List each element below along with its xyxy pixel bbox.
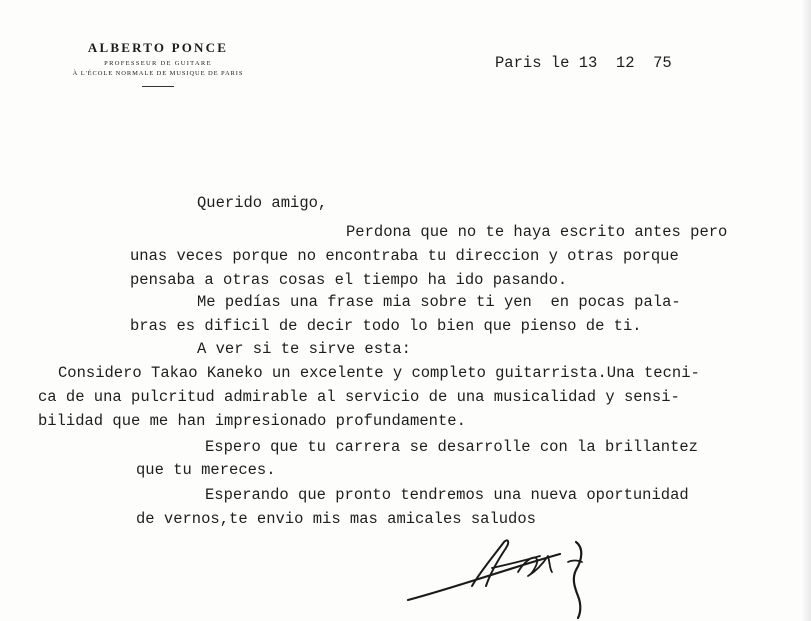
body-line-6: A ver si te sirve esta: <box>197 340 411 358</box>
body-line-9: bilidad que me han impresionado profundamente. <box>38 412 466 430</box>
body-line-2: unas veces porque no encontraba tu direccion y otras porque <box>130 247 679 265</box>
letterhead-school: À L'ÉCOLE NORMALE DE MUSIQUE DE PARIS <box>72 70 244 77</box>
body-line-12: Esperando que pronto tendremos una nueva oportunidad <box>205 486 689 504</box>
body-line-8: ca de una pulcritud admirable al servicio de una musicalidad y sensi- <box>38 388 680 406</box>
body-line-5: bras es dificil de decir todo lo bien que pienso de ti. <box>130 317 642 335</box>
body-line-4: Me pedías una frase mia sobre ti yen en pocas pala- <box>197 293 681 311</box>
salutation: Querido amigo, <box>197 194 328 212</box>
handwritten-signature <box>400 520 610 620</box>
page-edge-shadow <box>801 0 811 621</box>
letterhead-title: PROFESSEUR DE GUITARE <box>104 60 212 67</box>
body-line-1: Perdona que no te haya escrito antes pero <box>346 223 728 241</box>
body-line-10: Espero que tu carrera se desarrolle con la brillantez <box>205 438 698 456</box>
letterhead-name: ALBERTO PONCE <box>87 40 229 55</box>
body-line-13: de vernos,te envio mis mas amicales saludos <box>136 510 536 528</box>
letterhead <box>40 40 276 87</box>
letterhead-rule <box>142 86 174 87</box>
body-line-3: pensaba a otras cosas el tiempo ha ido pasando. <box>130 271 568 289</box>
body-line-11: que tu mereces. <box>136 461 276 479</box>
letter-date: Paris le 13 12 75 <box>495 54 672 72</box>
body-line-7: Considero Takao Kaneko un excelente y completo guitarrista.Una tecni- <box>58 364 700 382</box>
